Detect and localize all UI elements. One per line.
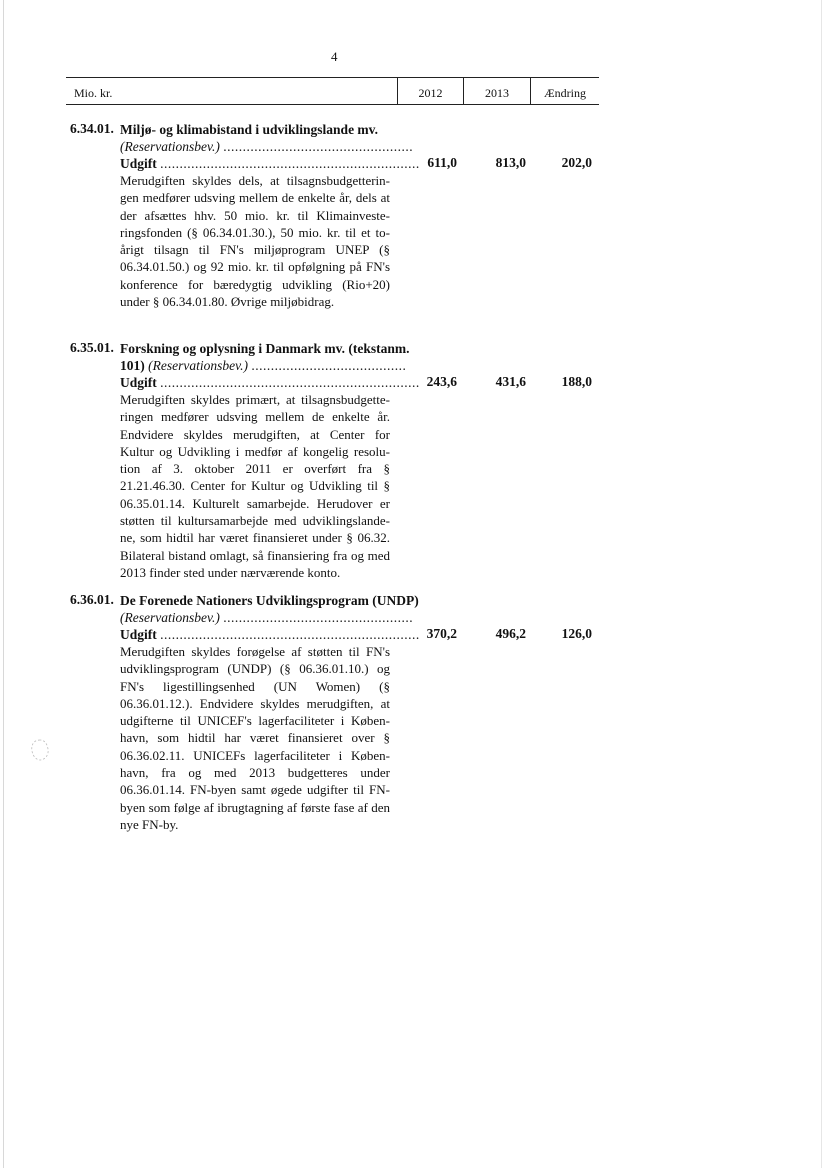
reservation-label [120, 138, 413, 155]
table-header-top-rule [66, 77, 599, 78]
punch-hole-mark [28, 737, 52, 763]
value-2013: 813,0 [495, 155, 526, 170]
value-2012: 611,0 [427, 155, 457, 170]
reservation-leader-dots: ................................................. [223, 610, 414, 625]
account-title: Forskning og oplysning i Danmark mv. (tekstanm. [120, 341, 410, 356]
account-code: 6.34.01. [70, 121, 114, 136]
value-change: 188,0 [561, 374, 592, 389]
reservation-label [120, 609, 413, 626]
explanation-text: Merudgiften skyldes dels, at tilsagnsbudgetterin-gen medfører udsving mellem de enkelte år, dels at der afsættes hhv. 50 mio. kr. til Klimainveste-ringsfonden (§ 06.34.01.30.), 50 mio. kr. til et to-årigt tilsagn til FN's miljøprogram UNEP (§ 06.34.01.50.) og 92 mio. kr. til opfølgning på FN's konference for bæredygtig udvikling (Rio+20) under § 06.34.01.80. Øvrige miljøbidrag. [120, 173, 390, 310]
scan-edge-right [821, 0, 822, 1168]
udgift-leader-dots: ................................................................... [160, 627, 420, 642]
account-explanation [120, 391, 390, 581]
reservation-text: (Reservationsbev.) [120, 139, 220, 154]
reservation-text: (Reservationsbev.) [120, 610, 220, 625]
table-header-bottom-rule [66, 104, 599, 105]
explanation-text: Merudgiften skyldes primært, at tilsagnsbudgette-ringen medfører udsving mellem de enkelte år. Endvidere skyldes merudgiften, at Center for Kultur og Udvikling i medfør af kongelig resolu-tion af 3. oktober 2011 er overført fra § 21.21.46.30. Center for Kultur og Udvikling til § 06.35.01.14. Kulturelt samarbejde. Herudover er støtten til kultursamarbejde med udviklingslande-ne, som hidtil har været finansieret under § 06.32. Bilateral bistand omlagt, så finansiering fra og med 2013 finder sted under nærværende konto. [120, 392, 390, 580]
page-number: 4 [331, 49, 338, 64]
udgift-label: Udgift [120, 627, 157, 642]
account-code: 6.36.01. [70, 592, 114, 607]
scan-edge-left [3, 0, 4, 1168]
udgift-row [120, 155, 420, 172]
reservation-text: (Reservationsbev.) [148, 358, 248, 373]
value-change: 126,0 [561, 626, 592, 641]
header-col-2013: 2013 [485, 86, 509, 100]
udgift-leader-dots: ................................................................... [160, 375, 420, 390]
account-explanation [120, 643, 390, 833]
value-2012: 370,2 [426, 626, 457, 641]
account-explanation [120, 172, 390, 310]
udgift-row [120, 374, 420, 391]
value-2012: 243,6 [426, 374, 457, 389]
explanation-text: Merudgiften skyldes forøgelse af støtten til FN's udviklingsprogram (UNDP) (§ 06.36.01.10.) og FN's ligestillingsenhed (UN Women) (§ 06.36.01.12.). Endvidere skyldes merudgiften, at udgifterne til UNICEF's lagerfaciliteter i Køben-havn, som hidtil har været finansieret over § 06.36.02.11. UNICEFs lagerfaciliteter i Køben-havn, fra og med 2013 budgetteres under 06.36.01.14. FN-byen samt øgede udgifter til FN-byen som følge af ibrugtagning af første fase af den nye FN-by. [120, 644, 390, 832]
account-title-continued: 101) [120, 358, 145, 373]
reservation-leader-dots: ........................................ [251, 358, 407, 373]
udgift-label: Udgift [120, 375, 157, 390]
udgift-leader-dots: ................................................................... [160, 156, 420, 171]
reservation-leader-dots: ................................................. [223, 139, 414, 154]
reservation-label [120, 357, 406, 374]
udgift-label: Udgift [120, 156, 157, 171]
value-2013: 496,2 [495, 626, 526, 641]
account-title: Miljø- og klimabistand i udviklingslande mv. [120, 122, 379, 137]
udgift-row [120, 626, 420, 643]
account-code: 6.35.01. [70, 340, 114, 355]
header-col-change: Ændring [544, 86, 586, 100]
value-2013: 431,6 [495, 374, 526, 389]
header-col-2012: 2012 [418, 86, 443, 100]
account-title: De Forenede Nationers Udviklingsprogram (UNDP) [120, 593, 419, 608]
value-change: 202,0 [561, 155, 592, 170]
header-unit: Mio. kr. [74, 86, 113, 100]
